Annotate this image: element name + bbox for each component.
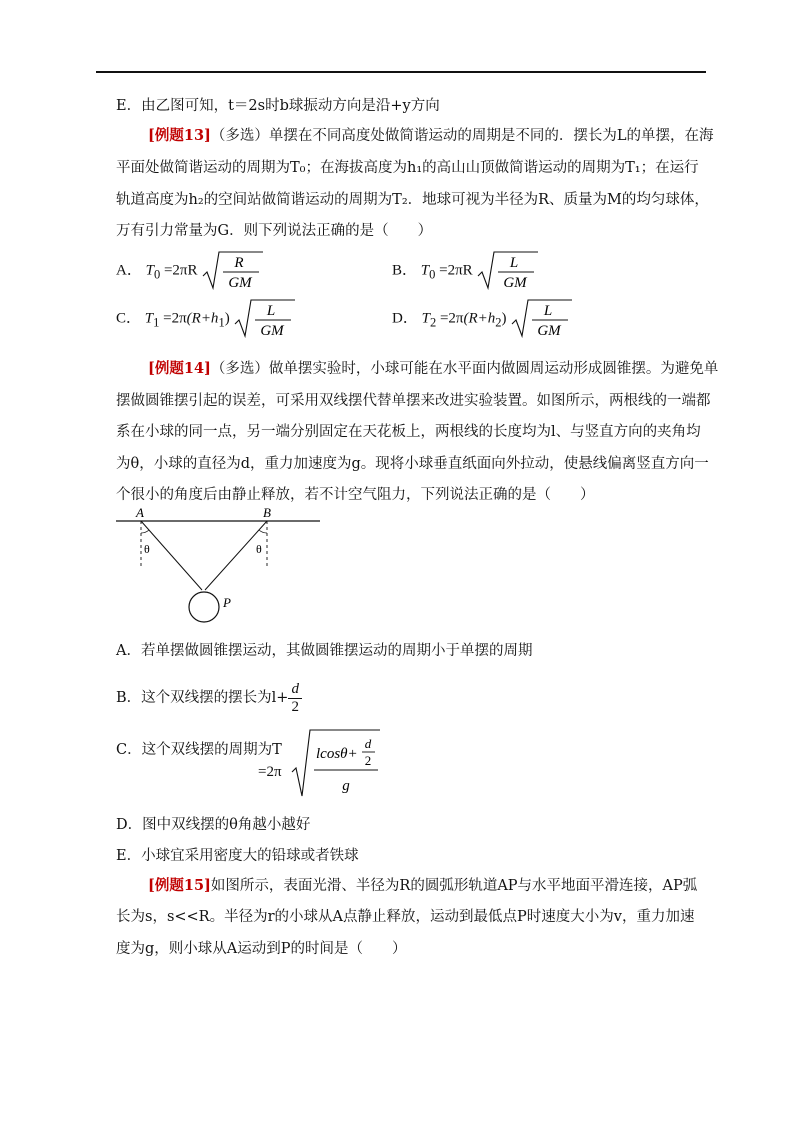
ex13-text1: （多选）单摆在不同高度处做简谐运动的周期是不同的．摆长为L的单摆，在海 [210,128,714,144]
label-a: A [136,505,144,520]
ex13-tag: [例题13] [148,127,211,144]
sqrt-sign-svg [476,250,540,292]
formula-lhs: T [145,262,154,279]
option-text: B．这个双线摆的摆长为l+ [116,690,289,706]
formula-lhs: T [421,310,430,327]
ex15-line3: 度为g，则小球从A运动到P的时间是（ ） [116,941,407,957]
sqrt-symbol [510,298,574,340]
option-label: B． [392,262,418,279]
sqrt-symbol [201,250,265,292]
frac-num: R [234,255,244,271]
ex14-option-c-text[interactable]: C．这个双线摆的周期为T [116,742,282,758]
formula-coef: =2πR [439,262,473,279]
formula-lhs: T [144,310,154,327]
sqrt-sign-svg [233,298,297,340]
ex15-text1: 如图所示，表面光滑、半径为R的圆弧形轨道AP与水平地面平滑连接，AP弧 [210,878,698,894]
frac-num: L [267,303,276,319]
ex13-option-d[interactable]: D． $T_2 =2\pi(R+h_2)$ L GM [392,298,574,340]
ex13-option-c[interactable]: C． $T_1 =2\pi(R+h_1)$ L GM [116,298,297,340]
ex14-line3: 系在小球的同一点，另一端分别固定在天花板上，两根线的长度均为l、与竖直方向的夹角均 [116,424,701,440]
ex14-line4: 为θ，小球的直径为d，重力加速度为g。现将小球垂直纸面向外拉动，使悬线偏离竖直方向一 [116,456,709,472]
ex14-line1 [148,359,718,379]
theta-a: θ [144,542,150,556]
ex13-line4: 万有引力常量为G．则下列说法正确的是（ ） [116,223,433,239]
option-label: C． [116,310,142,327]
ex15-line1 [148,876,697,896]
formula-paren: (R+h [463,310,496,327]
string-a [141,521,202,590]
ball-p [189,592,219,622]
frac-den: 2 [291,698,299,715]
ex15-tag: [例题15] [148,877,211,894]
frac-den: GM [228,275,252,291]
sqrt-symbol [233,298,297,340]
ex14-line2: 摆做圆锥摆引起的误差，可采用双线摆代替单摆来改进实验装置。如图所示，两根线的一端都 [116,393,711,409]
ex14-tag: [例题14] [148,360,211,377]
ex13-option-a[interactable] [116,250,265,292]
formula-sub: 1 [153,315,160,330]
ex13-line2: 平面处做简谐运动的周期为T₀；在海拔高度为h₁的高山山顶做简谐运动的周期为T₁；在运行 [116,160,699,176]
header-rule [96,71,706,73]
ex13-line3: 轨道高度为h₂的空间站做简谐运动的周期为T₂．地球可视为半径为R、质量为M的均匀球体， [116,192,709,208]
ex15-line2: 长为s，s<<R。半径为r的小球从A点静止释放，运动到最低点P时速度大小为v，重力加速 [116,909,695,925]
numerator-text: lcosθ+ [316,746,358,762]
frac-num: d [288,681,302,699]
ex14-option-d[interactable]: D．图中双线摆的θ角越小越好 [116,817,311,833]
ex14-option-c-eq: =2π [258,764,282,780]
theta-b: θ [256,542,262,556]
formula-paren: (R+h [186,310,219,327]
formula-sub: 2 [429,315,437,330]
formula-psub: 2 [495,315,502,330]
denominator-text: g [342,778,350,794]
ex14-text1: （多选）做单摆实验时，小球可能在水平面内做圆周运动形成圆锥摆。为避免单 [210,361,719,377]
frac-num: L [544,303,553,319]
angle-arc-b [259,530,267,533]
sqrt-sign-svg [510,298,574,340]
formula-coef: =2πR [163,262,198,279]
label-b: B [263,505,271,520]
ex14-option-b[interactable] [116,678,302,718]
fraction [288,681,302,716]
frac-den: GM [503,275,528,291]
formula-sub: 0 [429,267,436,282]
frac-den: GM [260,323,285,339]
bifilar-pendulum-figure [110,500,330,628]
ex14-option-a[interactable]: A．若单摆做圆锥摆运动，其做圆锥摆运动的周期小于单摆的周期 [116,643,533,659]
ex13-line1 [148,126,714,146]
label-p: P [223,595,231,610]
formula-coef: =2π [163,310,187,327]
angle-arc-a [141,530,149,533]
sqrt-sign-svg [201,250,265,292]
ex14-option-e[interactable]: E．小球宜采用密度大的铅球或者铁球 [116,848,359,864]
option-label: A． [116,262,142,279]
inner-frac-den: 2 [364,753,372,768]
option-label: D． [392,310,418,327]
sqrt-symbol [476,250,540,292]
frac-num: L [510,255,519,271]
inner-frac-num: d [364,736,372,751]
ex14-line5: 个很小的角度后由静止释放，若不计空气阻力，下列说法正确的是（ ） [116,487,595,503]
option-e-prev: E．由乙图可知，t＝2s时b球振动方向是沿+y方向 [116,98,440,114]
frac-den: GM [537,323,561,339]
ex13-option-b[interactable] [392,250,540,292]
formula-coef: =2π [439,310,464,327]
formula-lhs: T [420,262,430,279]
formula-sub: 0 [153,267,161,282]
formula-psub: 1 [218,315,225,330]
ex14-option-c-sqrt [290,728,382,800]
